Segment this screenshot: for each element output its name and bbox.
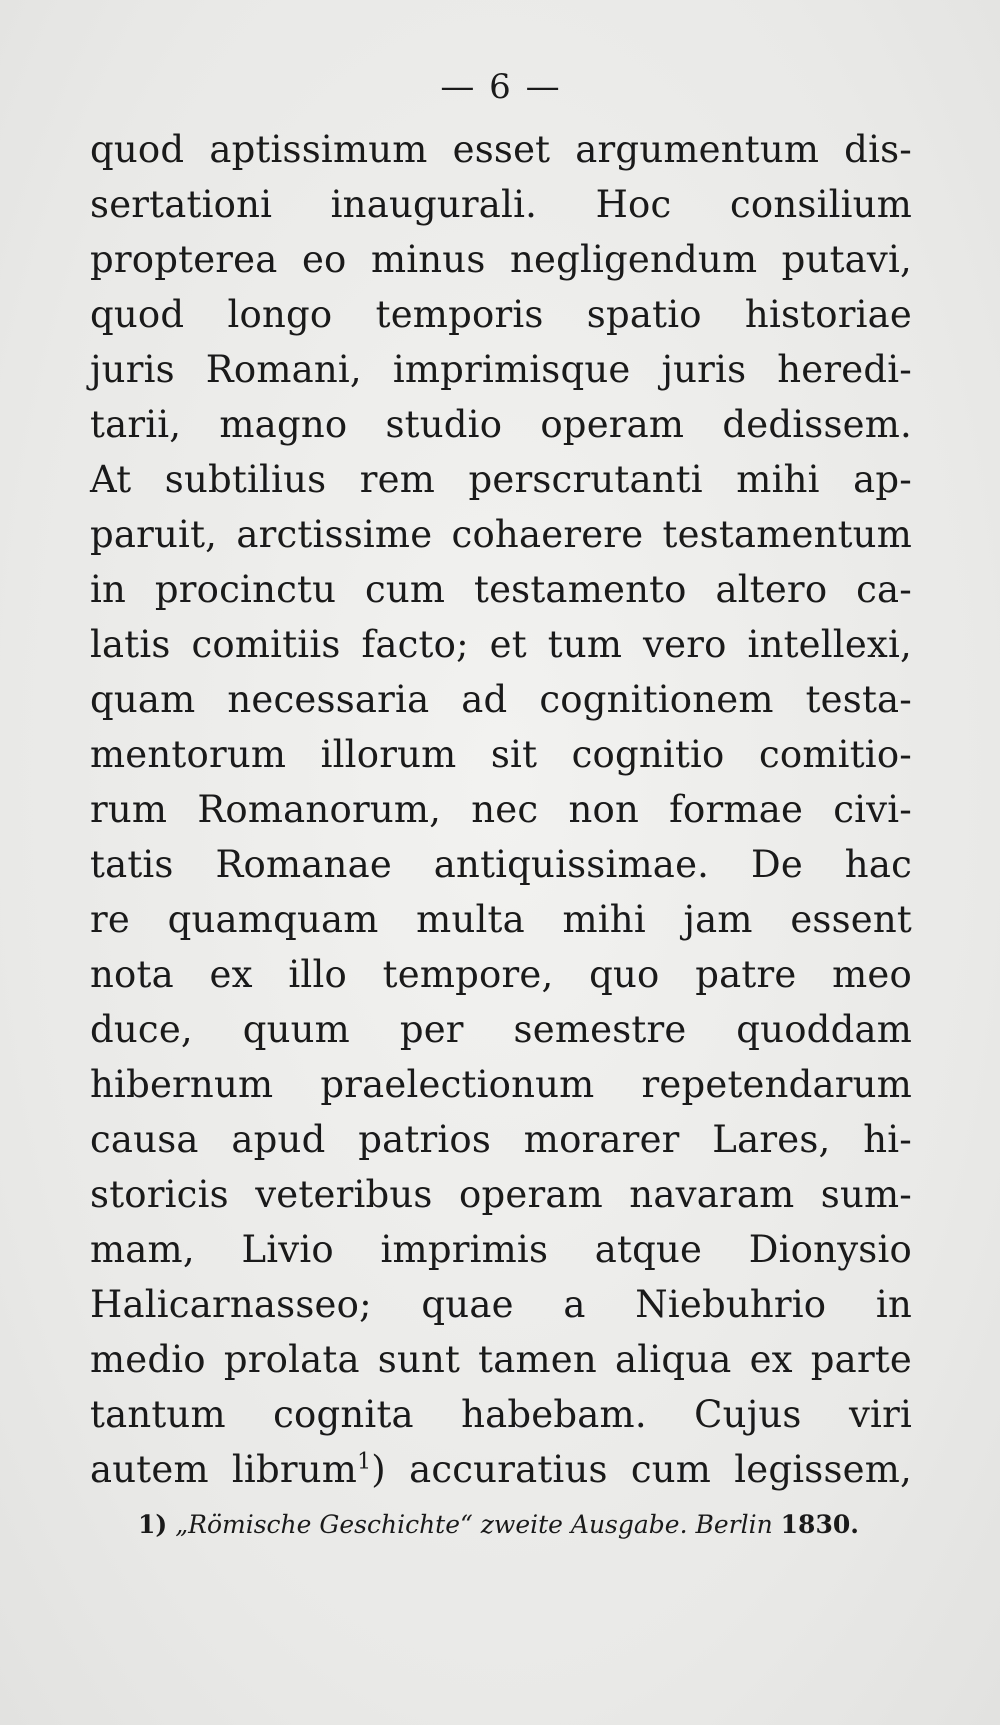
text-line: hibernum praelectionum repetendarum (90, 1063, 912, 1106)
text-line-last (90, 1442, 912, 1497)
page-number: — 6 — (440, 67, 562, 107)
text-line: latis comitiis facto; et tum vero intellexi, (90, 623, 912, 666)
text-line: storicis veteribus operam navaram sum- (90, 1173, 912, 1216)
text-line: paruit, arctissime cohaerere testamentum (90, 513, 912, 556)
text-line: tarii, magno studio operam dedissem. (90, 403, 912, 446)
text-line: tantum cognita habebam. Cujus viri (90, 1393, 912, 1436)
text-line: causa apud patrios morarer Lares, hi- (90, 1118, 912, 1161)
footnote-mark: 1 (357, 1449, 372, 1475)
text-line: Halicarnasseo; quae a Niebuhrio in (90, 1283, 912, 1326)
footnote-body: „Römische Geschichte“ zweite Ausgabe. Berlin (175, 1510, 773, 1539)
footnote (90, 1507, 912, 1543)
text-line: At subtilius rem perscrutanti mihi ap- (90, 458, 912, 501)
text-line: in procinctu cum testamento altero ca- (90, 568, 912, 611)
text-line: propterea eo minus negligendum putavi, (90, 238, 912, 281)
text-fragment: autem librum (90, 1448, 358, 1491)
text-line: quod longo temporis spatio historiae (90, 293, 912, 336)
text-line: medio prolata sunt tamen aliqua ex parte (90, 1338, 912, 1381)
body-text (90, 122, 912, 1497)
text-line: re quamquam multa mihi jam essent (90, 898, 912, 941)
text-line: juris Romani, imprimisque juris heredi- (90, 348, 912, 391)
text-line: mam, Livio imprimis atque Dionysio (90, 1228, 912, 1271)
text-line: tatis Romanae antiquissimae. De hac (90, 843, 912, 886)
text-line: nota ex illo tempore, quo patre meo (90, 953, 912, 996)
text-line: duce, quum per semestre quoddam (90, 1008, 912, 1051)
footnote-number: 1) (138, 1510, 168, 1539)
text-line: quam necessaria ad cognitionem testa- (90, 678, 912, 721)
text-line: mentorum illorum sit cognitio comitio- (90, 733, 912, 776)
text-line: sertationi inaugurali. Hoc consilium (90, 183, 912, 226)
text-line: rum Romanorum, nec non formae civi- (90, 788, 912, 831)
text-line: quod aptissimum esset argumentum dis- (90, 128, 912, 171)
text-fragment: ) accuratius cum legissem, (371, 1448, 912, 1491)
footnote-year: 1830. (780, 1510, 859, 1539)
